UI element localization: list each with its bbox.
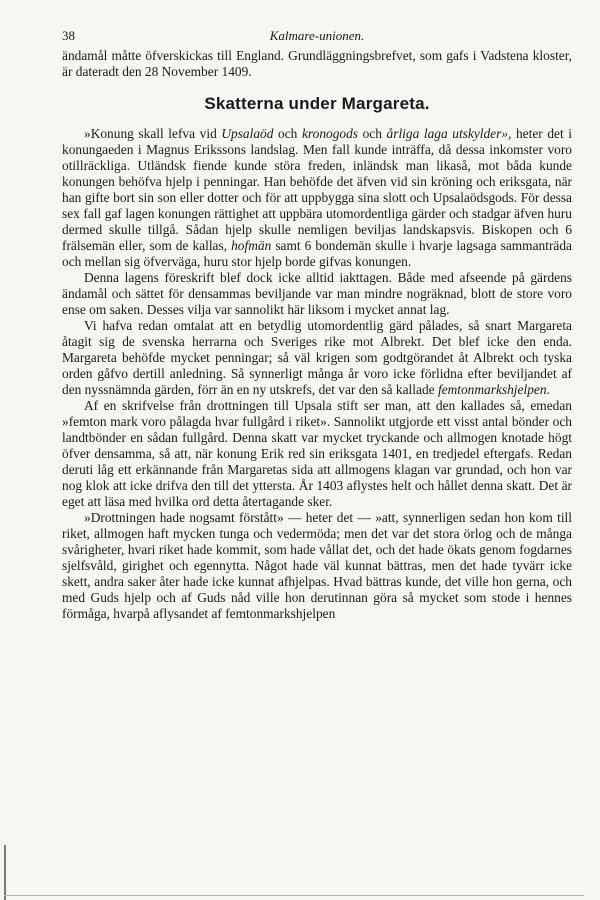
running-title: Kalmare-unionen. [269,28,365,43]
paragraph-konungaeden: »Konung skall lefva vid Upsalaöd och kronogods och årliga laga utskylder», heter det i konungaeden i Magnus Erikssons landslag. Men fall kunde inträffa, då dessa inkomster voro otillräckliga. Utländsk fiende kunde störa freden, inländsk man likaså, mot båda kunde konungen behöfva hjelp i penningar. Han behöfde det äfven vid sin kröning och eriksgata, när han gifte bort sin son eller dotter och för att uppbygga sina slott och Upsalaödsgods. För dessa sex fall gaf lagen konungen rättighet att uppbära utomordentliga gärder och stadgar äfven huru dermed skulle tillgå. Sådan hjelp skulle nemligen beviljas landskapsvis. Biskopen och 6 frälsemän eller, som de kallas, hofmän samt 6 bondemän skulle i hvarje lagsaga sammanträda och mellan sig öfverväga, huru stor hjelp borde gifvas konungen. [62,126,573,269]
section-title: Skatterna under Margareta. [204,94,430,113]
book-page [62,28,572,622]
paragraph-lagens-foreskrift: Denna lagens föreskrift blef dock icke alltid iakttagen. Både med afseende på gärdens ändamål och sättet för densammas beviljande var man mindre nogräknad, blott de store voro ense om saken. Desses vilja var sannolikt här liksom i mycket annat lag. [62,270,572,317]
page-header [62,28,572,48]
scan-edge-mark [4,845,6,900]
paragraph-skrifvelse: Af en skrifvelse från drottningen till Upsala stift ser man, att den kallades så, emedan »femton mark voro pålagda hvar fullgård i riket». Sannolikt utgjorde ett visst antal bönder och landtbönder en sådan fullgård. Denna skatt var mycket tryckande och allmogen knotade högt öfver densamma, så att, när konung Erik red sin eriksgata 1401, en tredjedel eftergafs. Redan deruti låg ett erkännande från Margaretas sida att allmogens klagan var grundad, och hon var nog klok att icke drifva den till det yttersta. År 1403 aflystes helt och hållet denna skatt. Det är eget att läsa med hvilka ord detta återtagande sker. [62,398,572,509]
scan-bottom-line [4,895,584,896]
paragraph-drottningen: »Drottningen hade nogsamt förstått» — heter det — »att, synnerligen sedan hon kom till riket, allmogen haft mycken tunga och vedermöda; men det var det stora örlog och de många svårigheter, hvari riket hade kommit, som hade vållat det, och det hade ökats genom fogdarnes sjelfsvåld, girighet och egennytta. Något hade väl kunnat bättras, men det hade tyvärr icke skett, andra saker åter hade icke kunnat afhjelpas. Hvad bättras kunde, det ville hon gerna, och med Guds hjelp och af Guds nåd ville hon derutinnan göra så mycket som stode i hennes förmåga, hvarpå aflysandet af femtonmarkshjelpen [62,510,572,621]
paragraph-femtonmarkshjelpen: Vi hafva redan omtalat att en betydlig utomordentlig gärd pålades, så snart Margareta åtagit sig de svenska herrarna och Sveriges rike mot Albrekt. Det blef icke den enda. Margareta behöfde mycket penningar; så väl krigen som godtgörandet åt Albrekt och tyska orden gåfvo dertill anledning. Så synnerligt många år voro icke förlidna efter beviljandet af den nyssnämnda gärden, förr än en ny utskrefs, det var den så kallade femtonmarkshjelpen. [62,318,572,397]
page-number: 38 [62,28,75,43]
intro-paragraph: ändamål måtte öfverskickas till England. Grundläggningsbrefvet, som gafs i Vadstena kloster, är dateradt den 28 November 1409. [62,48,572,79]
